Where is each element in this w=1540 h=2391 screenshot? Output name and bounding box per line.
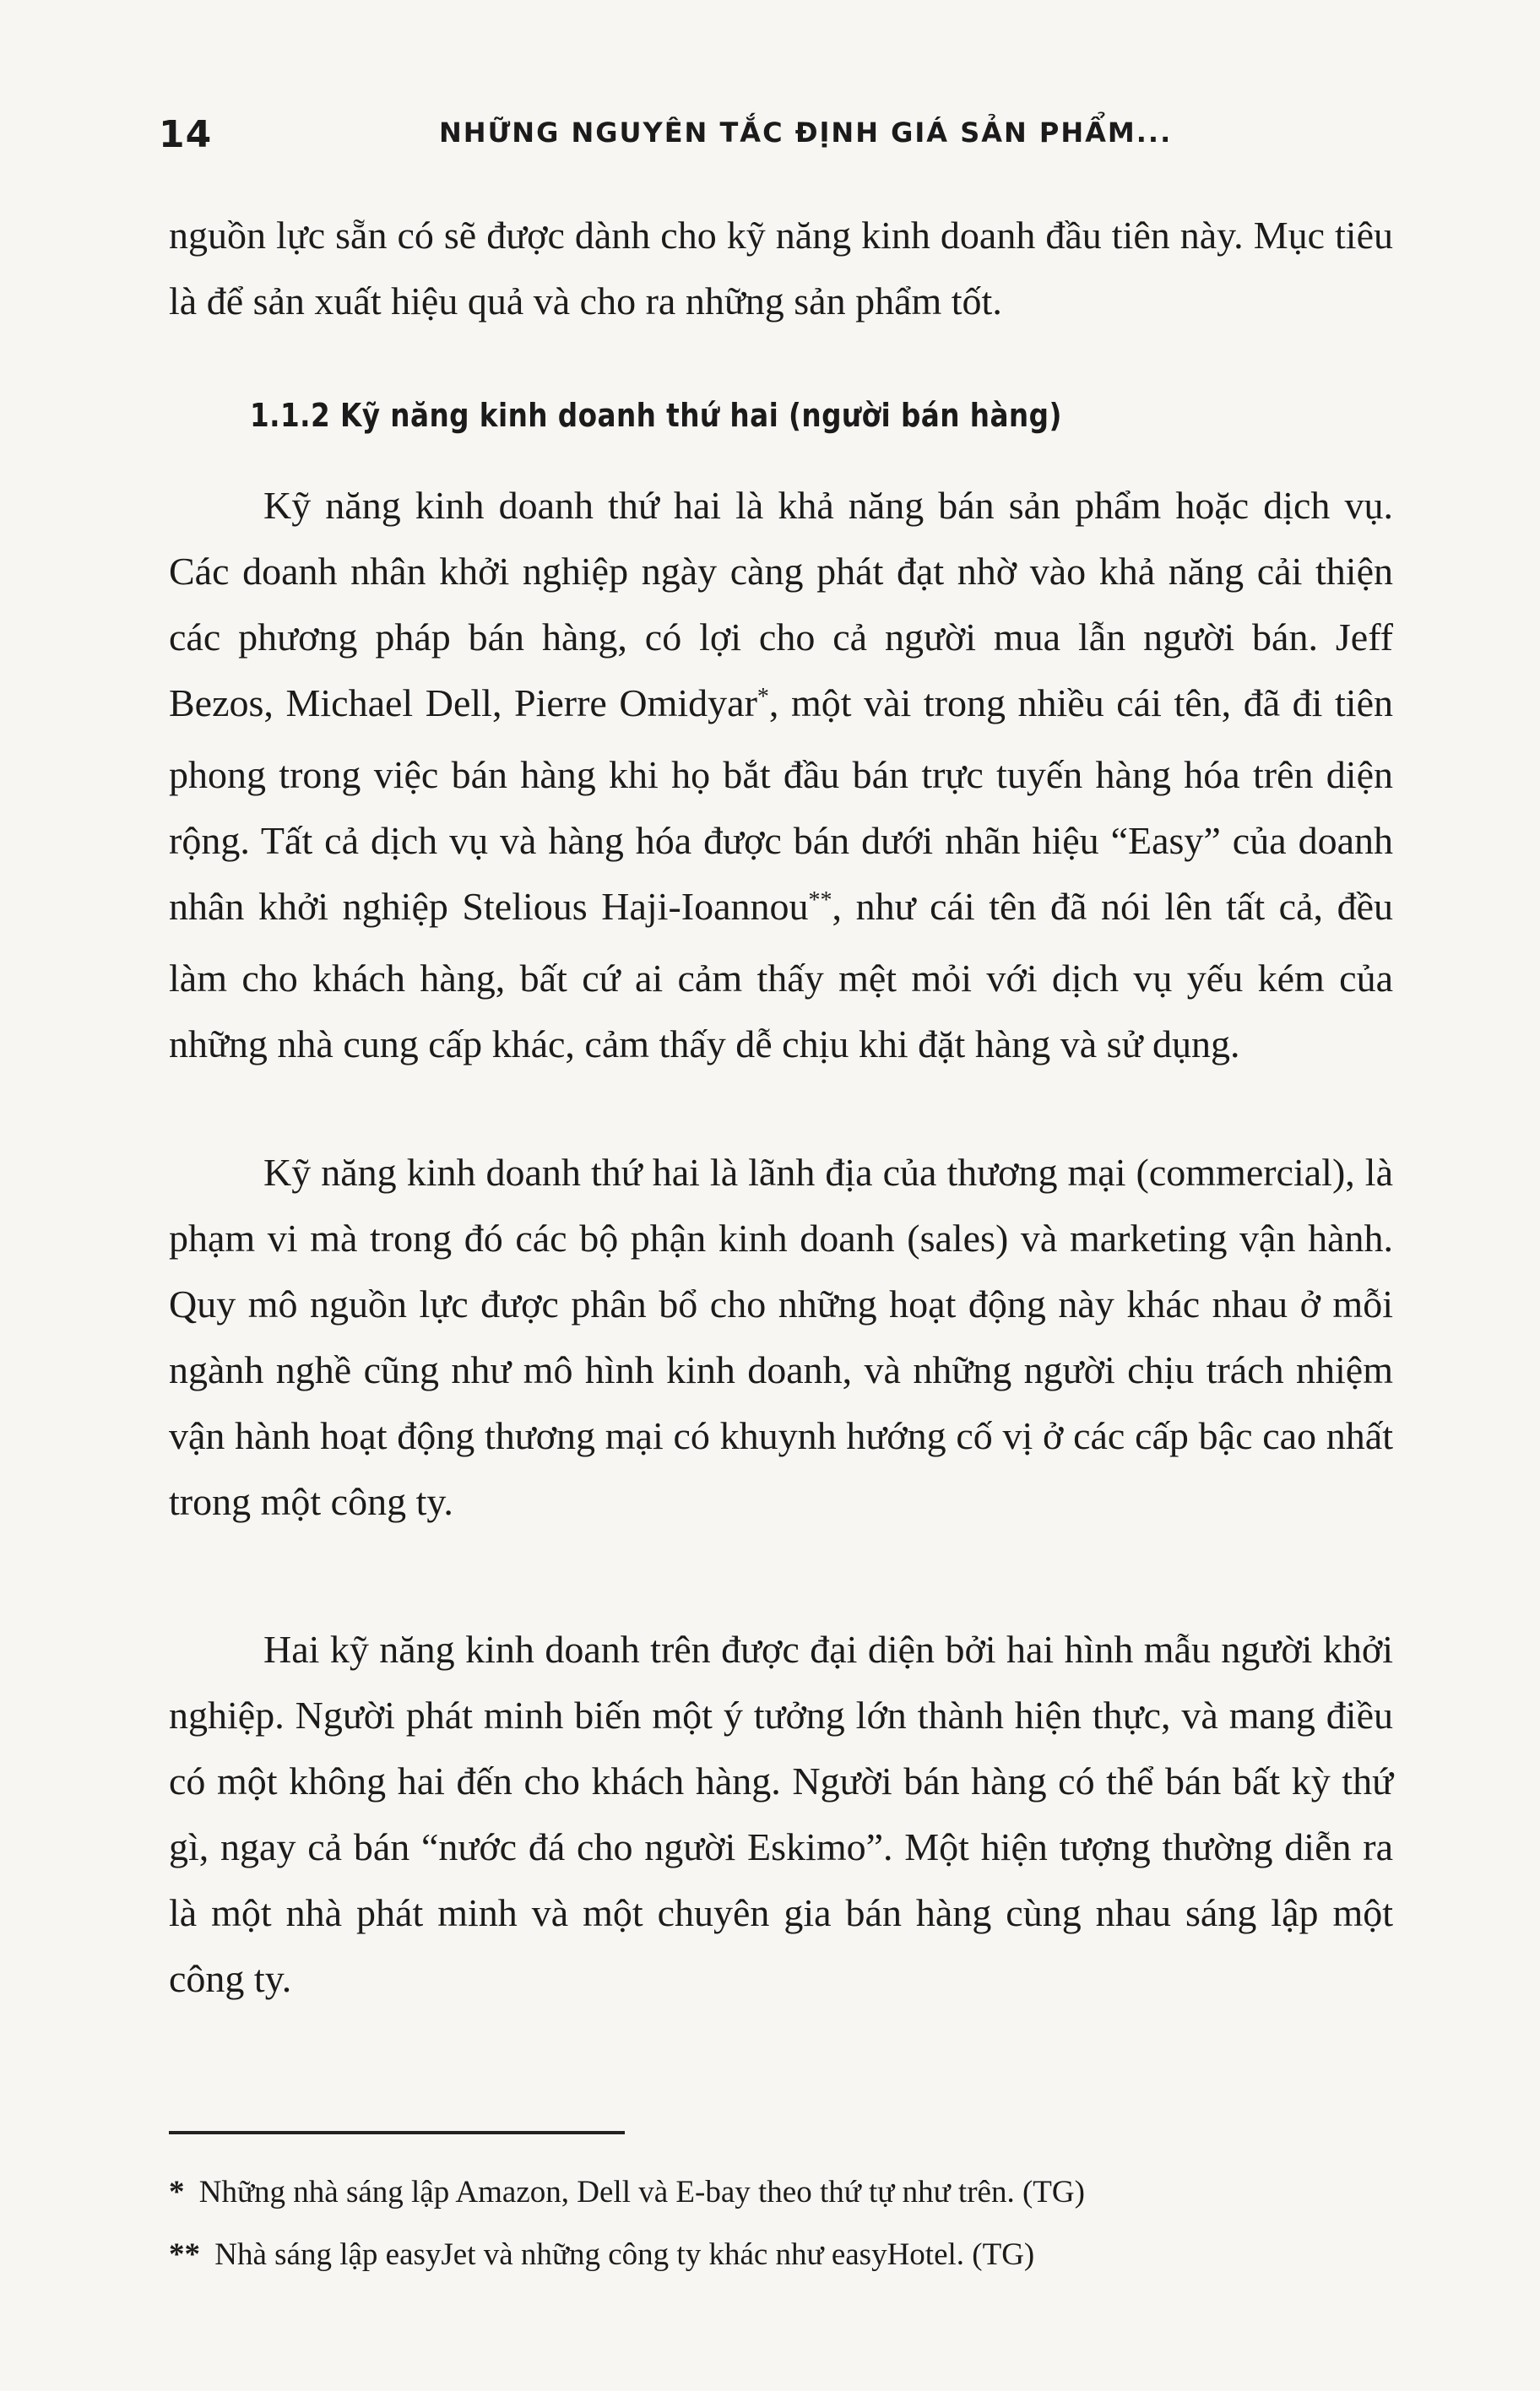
footnote-1 (169, 2170, 1393, 2215)
paragraph-1 (169, 473, 1393, 1077)
paragraph-2-text: Kỹ năng kinh doanh thứ hai là lãnh địa của thương mại (commercial), là phạm vi mà trong đó các bộ phận kinh doanh (sales) và marketing vận hành. Quy mô nguồn lực được phân bổ cho những hoạt động này khác nhau ở mỗi ngành nghề cũng như mô hình kinh doanh, và những người chịu trách nhiệm vận hành hoạt động thương mại có khuynh hướng cố vị ở các cấp bậc cao nhất trong một công ty. (169, 1151, 1393, 1523)
footnote-1-mark: * (169, 2175, 185, 2209)
paragraph-3 (169, 1617, 1393, 2012)
footnote-ref-2: ** (808, 887, 832, 914)
footnote-ref-1: * (756, 684, 769, 710)
paragraph-1-text (169, 473, 1393, 1077)
paragraph-2 (169, 1140, 1393, 1535)
paragraph-3-text: Hai kỹ năng kinh doanh trên được đại diện bởi hai hình mẫu người khởi nghiệp. Người phát minh biến một ý tưởng lớn thành hiện thực, và mang điều có một không hai đến cho khách hàng. Người bán hàng có thể bán bất kỳ thứ gì, ngay cả bán “nước đá cho người Eskimo”. Một hiện tượng thường diễn ra là một nhà phát minh và một chuyên gia bán hàng cùng nhau sáng lập một công ty. (169, 1628, 1393, 2000)
section-heading: 1.1.2 Kỹ năng kinh doanh thứ hai (người bán hàng) (250, 397, 1062, 434)
footnote-2-mark: ** (169, 2237, 200, 2272)
footnote-divider (169, 2131, 625, 2134)
paragraph-1-part-2: , một vài trong nhiều cái tên, đã đi tiên phong trong việc bán hàng khi họ bắt đầu bán trực tuyến hàng hóa trên diện rộng. Tất cả dịch vụ và hàng hóa được bán dưới nhãn hiệu “Easy” của doanh nhân khởi nghiệp Stelious Haji-Ioannou (169, 681, 1393, 928)
footnote-1-text: Những nhà sáng lập Amazon, Dell và E-bay theo thứ tự như trên. (TG) (198, 2175, 1085, 2209)
continuation-paragraph (169, 203, 1393, 334)
continuation-text: nguồn lực sẵn có sẽ được dành cho kỹ năng kinh doanh đầu tiên này. Mục tiêu là để sản xuất hiệu quả và cho ra những sản phẩm tốt. (169, 214, 1393, 323)
page-number: 14 (159, 113, 213, 156)
footnote-2-text: Nhà sáng lập easyJet và những công ty khác như easyHotel. (TG) (214, 2237, 1035, 2272)
paragraph-1-part-1: Kỹ năng kinh doanh thứ hai là khả năng bán sản phẩm hoặc dịch vụ. Các doanh nhân khởi nghiệp ngày càng phát đạt nhờ vào khả năng cải thiện các phương pháp bán hàng, có lợi cho cả người mua lẫn người bán. Jeff Bezos, Michael Dell, Pierre Omidyar (169, 484, 1393, 724)
footnote-2 (169, 2232, 1393, 2278)
paragraph-1-part-3: , như cái tên đã nói lên tất cả, đều làm cho khách hàng, bất cứ ai cảm thấy mệt mỏi với dịch vụ yếu kém của những nhà cung cấp khác, cảm thấy dễ chịu khi đặt hàng và sử dụng. (169, 885, 1393, 1065)
running-title: NHỮNG NGUYÊN TẮC ĐỊNH GIÁ SẢN PHẨM... (439, 117, 1173, 149)
